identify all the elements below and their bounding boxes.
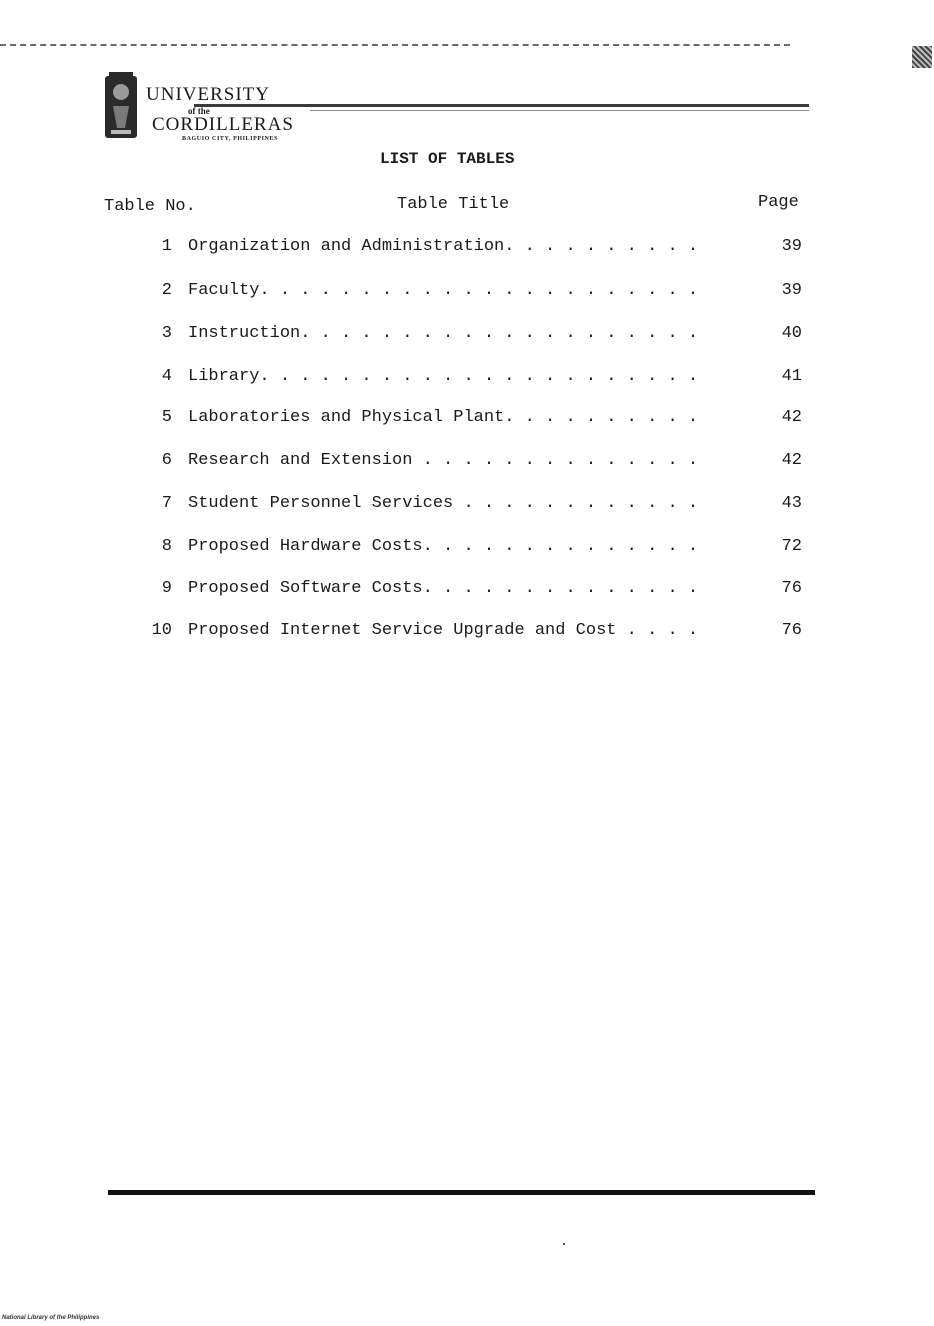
table-entry-row [0, 324, 934, 348]
entry-page: 76 [781, 579, 802, 598]
entry-page: 42 [781, 408, 802, 427]
logo-cordilleras-text: CORDILLERAS [152, 114, 294, 135]
header-rule-thin [310, 110, 809, 111]
entry-page: 39 [781, 237, 802, 256]
entry-title: Proposed Internet Service Upgrade and Cost . . . . [188, 621, 699, 640]
table-entry-row [0, 237, 934, 261]
footer-credit: National Library of the Philippines [2, 1315, 100, 1321]
entry-page: 72 [781, 537, 802, 556]
column-header-title: Table Title [397, 195, 510, 214]
entry-title: Instruction. . . . . . . . . . . . . . . . . . . . [188, 324, 699, 343]
table-entry-row [0, 451, 934, 475]
entry-page: 76 [781, 621, 802, 640]
entry-page: 43 [781, 494, 802, 513]
entry-number: 1 [161, 237, 172, 256]
entry-number: 8 [161, 537, 172, 556]
column-header-page: Page [758, 193, 799, 212]
entry-title: Research and Extension . . . . . . . . . . . . . . [188, 451, 699, 470]
column-header-number: Table No. [104, 197, 196, 216]
entry-number: 2 [161, 281, 172, 300]
table-entry-row [0, 494, 934, 518]
entry-number: 10 [151, 621, 172, 640]
entry-title: Student Personnel Services . . . . . . . . . . . . [188, 494, 699, 513]
scan-top-border [0, 44, 790, 46]
entry-page: 42 [781, 451, 802, 470]
entry-title: Proposed Software Costs. . . . . . . . . . . . . . [188, 579, 699, 598]
table-entry-row [0, 367, 934, 391]
table-entry-row [0, 408, 934, 432]
scan-speck [563, 1243, 565, 1245]
entry-page: 41 [781, 367, 802, 386]
entry-number: 3 [161, 324, 172, 343]
entry-number: 6 [161, 451, 172, 470]
header-rule [194, 104, 809, 107]
table-entry-row [0, 579, 934, 603]
entry-title: Library. . . . . . . . . . . . . . . . . . . . . . [188, 367, 699, 386]
entry-number: 4 [161, 367, 172, 386]
entry-page: 40 [781, 324, 802, 343]
entry-title: Laboratories and Physical Plant. . . . . . . . . . [188, 408, 699, 427]
university-seal-icon [103, 70, 139, 142]
entry-title: Proposed Hardware Costs. . . . . . . . . . . . . . [188, 537, 699, 556]
logo-location-text: BAGUIO CITY, PHILIPPINES [182, 136, 279, 142]
table-entry-row [0, 281, 934, 305]
entry-number: 9 [161, 579, 172, 598]
table-entry-row [0, 621, 934, 645]
logo-university-text: UNIVERSITY [146, 84, 270, 105]
entry-title: Organization and Administration. . . . . . . . . . [188, 237, 699, 256]
table-entry-row [0, 537, 934, 561]
entry-page: 39 [781, 281, 802, 300]
entry-number: 7 [161, 494, 172, 513]
entry-number: 5 [161, 408, 172, 427]
entry-title: Faculty. . . . . . . . . . . . . . . . . . . . . . [188, 281, 699, 300]
footer-rule [108, 1190, 815, 1195]
logo-of-the-text: of the [188, 106, 210, 116]
scan-corner-mark [912, 46, 932, 68]
page-title: LIST OF TABLES [380, 150, 515, 168]
